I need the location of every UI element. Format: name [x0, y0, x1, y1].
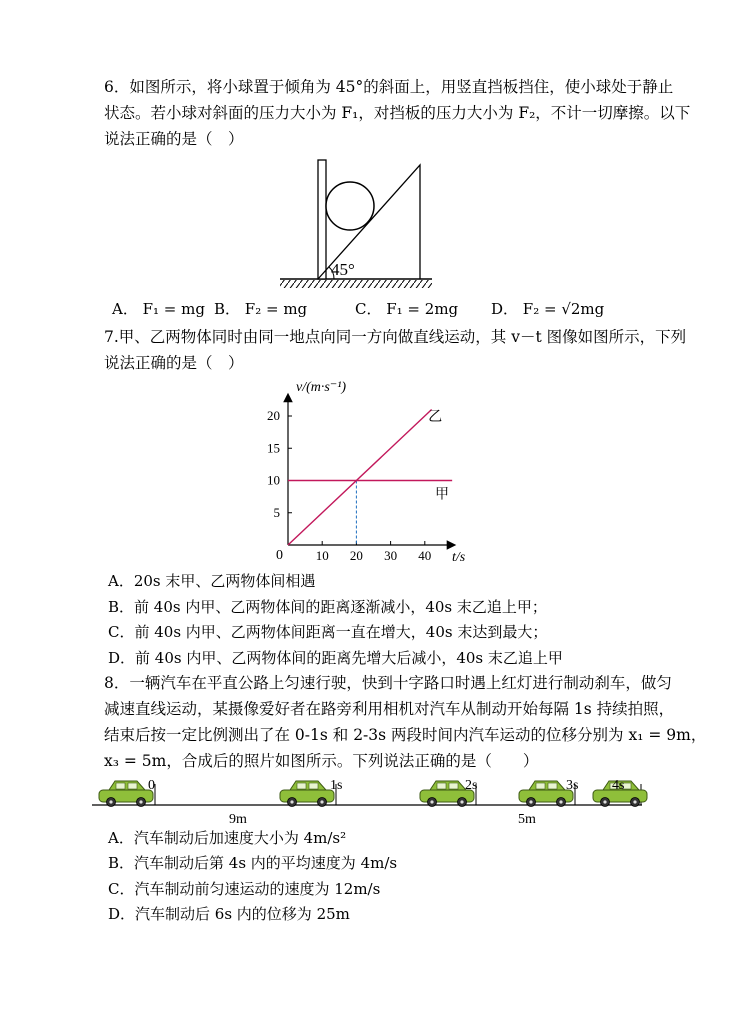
- origin-label: 0: [276, 548, 283, 563]
- x-tick-label: 40: [418, 548, 432, 563]
- q8-option-d[interactable]: D．汽车制动后 6s 内的位移为 25m: [108, 905, 350, 923]
- q8-option-a[interactable]: A．汽车制动后加速度大小为 4m/s²: [108, 829, 347, 847]
- y-tick-label: 5: [273, 504, 280, 520]
- car-t3: [519, 781, 573, 807]
- q7-stem-line-1: 7.甲、乙两物体同时由同一地点向同一方向做直线运动，其 v－t 图像如图所示，下列: [104, 328, 687, 346]
- q7-option-b[interactable]: B．前 40s 内甲、乙两物体间的距离逐渐减小，40s 末乙追上甲；: [108, 598, 547, 616]
- time-label-0: 0: [148, 778, 155, 793]
- q6-option-a[interactable]: A． F₁ = mg: [112, 300, 205, 318]
- q6-stem-line-2: 状态。若小球对斜面的压力大小为 F₁，对挡板的压力大小为 F₂，不计一切摩擦。以下: [104, 104, 691, 122]
- x-tick-label: 30: [384, 548, 398, 563]
- q8-stem-line-2: 减速直线运动，某摄像爱好者在路旁利用相机对汽车从制动开始每隔 1s 持续拍照，: [104, 700, 675, 718]
- y-axis-label: v/(m·s⁻¹): [296, 380, 347, 395]
- q8-option-c[interactable]: C．汽车制动前匀速运动的速度为 12m/s: [108, 880, 381, 898]
- angle-label: 45°: [331, 260, 355, 279]
- x-tick-label: 20: [349, 548, 363, 563]
- time-label-4s: 4s: [612, 778, 625, 793]
- car-t0: [99, 781, 153, 807]
- ball: [326, 182, 374, 230]
- y-tick-label: 15: [267, 440, 280, 456]
- q7-option-c[interactable]: C．前 40s 内甲、乙两物体间距离一直在增大，40s 末达到最大；: [108, 623, 548, 641]
- car-photo-figure: [0, 772, 737, 832]
- q7-option-a[interactable]: A．20s 末甲、乙两物体间相遇: [108, 572, 316, 590]
- x-axis-label: t/s: [452, 550, 466, 565]
- time-label-2s: 2s: [465, 778, 478, 793]
- distance-label-5m: 5m: [518, 812, 536, 827]
- q7-stem-line-2: 说法正确的是（ ）: [104, 354, 244, 372]
- y-tick-label: 10: [267, 472, 280, 488]
- q8-stem-line-3: 结束后按一定比例测出了在 0-1s 和 2-3s 两段时间内汽车运动的位移分别为 x₁ = 9m，: [104, 726, 707, 744]
- q8-stem-line-1: 8．一辆汽车在平直公路上匀速行驶，快到十字路口时遇上红灯进行制动刹车，做匀: [104, 674, 672, 692]
- q6-option-d[interactable]: D． F₂ = √2mg: [491, 300, 605, 318]
- time-label-1s: 1s: [330, 778, 343, 793]
- vt-graph: [250, 375, 510, 575]
- series-label-jia: 甲: [435, 487, 450, 503]
- q6-option-c[interactable]: C． F₁ = 2mg: [355, 300, 459, 318]
- q6-stem-line-1: 6．如图所示，将小球置于倾角为 45°的斜面上，用竖直挡板挡住，使小球处于静止: [104, 78, 674, 96]
- x-tick-label: 10: [315, 548, 329, 563]
- q6-option-b[interactable]: B． F₂ = mg: [214, 300, 308, 318]
- q6-incline-figure: [0, 155, 737, 295]
- car-t1: [280, 781, 334, 807]
- series-label-yi: 乙: [428, 410, 443, 425]
- q7-option-d[interactable]: D．前 40s 内甲、乙两物体间的距离先增大后减小，40s 末乙追上甲: [108, 649, 563, 667]
- distance-label-9m: 9m: [229, 812, 247, 827]
- q8-stem-line-4: x₃ = 5m，合成后的照片如图所示。下列说法正确的是（ ）: [104, 752, 539, 770]
- q6-stem-line-3: 说法正确的是（ ）: [104, 130, 244, 148]
- vertical-board: [318, 160, 326, 279]
- time-label-3s: 3s: [566, 778, 579, 793]
- y-tick-label: 20: [267, 408, 280, 423]
- ground-hatch: [280, 280, 432, 288]
- series-line-2: [288, 410, 432, 545]
- q8-option-b[interactable]: B．汽车制动后第 4s 内的平均速度为 4m/s: [108, 854, 398, 872]
